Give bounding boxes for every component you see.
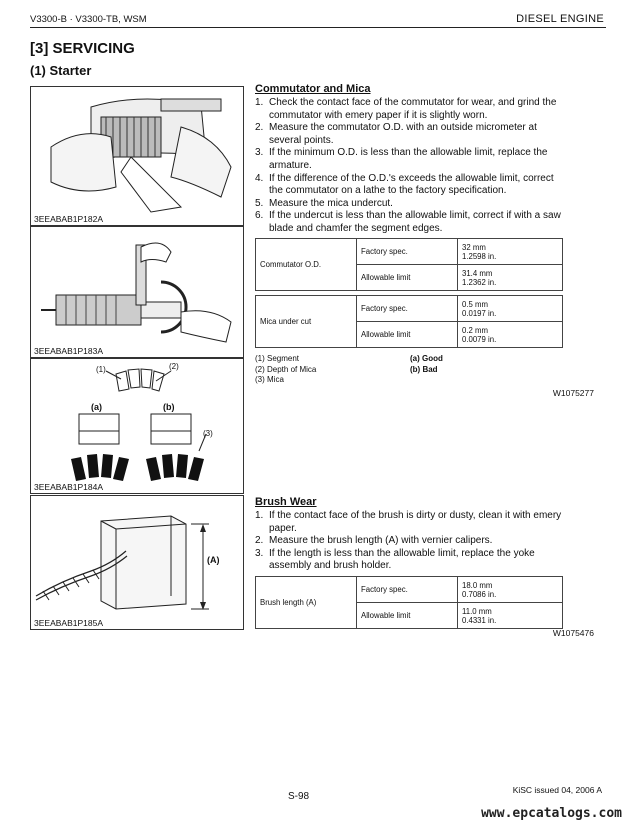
table-value: 0.5 mm 0.0197 in. [458, 296, 563, 322]
table-item: Brush length (A) [256, 577, 357, 629]
list-item: 6. If the undercut is less than the allowable limit, correct if with a saw blade and chamfer the segment edges. [255, 210, 561, 234]
label-mica: (3) [203, 429, 213, 438]
list-item: 2. Measure the brush length (A) with vernier calipers. [255, 535, 493, 547]
figure-brush [30, 495, 244, 630]
micrometer-illustration [31, 227, 243, 357]
figure-mica-undercut [30, 358, 244, 494]
reference-code: W1075277 [552, 388, 594, 398]
list-item: 1. Check the contact face of the commutator for wear, and grind the commutator with emery paper if it is slightly worn. [255, 97, 557, 121]
list-item: 4. If the difference of the O.D.'s exceeds the allowable limit, correct the commutator on a lathe to the factory specification. [255, 172, 554, 197]
table-label: Allowable limit [357, 603, 458, 629]
table-label: Allowable limit [357, 265, 458, 291]
section-name: DIESEL ENGINE [516, 13, 604, 25]
commutator-steps [255, 97, 567, 236]
figure-micrometer [30, 226, 244, 358]
commutator-od-table [255, 238, 563, 291]
table-value: 11.0 mm 0.4331 in. [458, 603, 563, 629]
list-item: 3. If the length is less than the allowable limit, replace the yoke assembly and brush holder. [255, 547, 535, 572]
list-item: 5. Measure the mica undercut. [255, 197, 393, 209]
watermark: www.epcatalogs.com [481, 806, 622, 821]
figure-caption: 3EEABAB1P184A [34, 482, 103, 492]
brush-steps [255, 510, 567, 573]
page-number: S-98 [288, 791, 310, 802]
list-item: 1. If the contact face of the brush is dirty or dusty, clean it with emery paper. [255, 510, 562, 534]
subsection-title: (1) Starter [30, 63, 92, 78]
label-brush-length: (A) [207, 555, 220, 565]
figure-caption: 3EEABAB1P183A [34, 346, 103, 356]
mica-undercut-table [255, 295, 563, 348]
commutator-grinding-illustration [31, 87, 243, 225]
section-title: [3] SERVICING [30, 40, 135, 57]
label-depth: (2) [169, 362, 179, 371]
legend-left: (1) Segment (2) Depth of Mica (3) Mica [255, 354, 317, 384]
reference-code: W1075476 [552, 628, 594, 638]
table-item: Commutator O.D. [256, 239, 357, 291]
label-segment: (1) [96, 365, 106, 374]
brush-length-table [255, 576, 563, 629]
list-item: 2. Measure the commutator O.D. with an outside micrometer at several points. [255, 122, 537, 146]
table-value: 0.2 mm 0.0079 in. [458, 322, 563, 348]
table-value: 32 mm 1.2598 in. [458, 239, 563, 265]
issue-date: KiSC issued 04, 2006 A [512, 785, 602, 795]
list-item: 3. If the minimum O.D. is less than the allowable limit, replace the armature. [255, 147, 548, 171]
table-value: 31.4 mm 1.2362 in. [458, 265, 563, 291]
table-label: Factory spec. [357, 239, 458, 265]
header-rule [30, 27, 606, 28]
commutator-heading: Commutator and Mica [255, 83, 371, 95]
mica-undercut-illustration [31, 359, 243, 493]
table-item: Mica under cut [256, 296, 357, 348]
table-label: Factory spec. [357, 296, 458, 322]
figure-commutator-grinding [30, 86, 244, 226]
table-value: 18.0 mm 0.7086 in. [458, 577, 563, 603]
label-bad: (b) [163, 402, 175, 412]
brush-heading: Brush Wear [255, 496, 317, 508]
figure-caption: 3EEABAB1P185A [34, 618, 103, 628]
table-label: Factory spec. [357, 577, 458, 603]
label-good: (a) [91, 402, 102, 412]
manual-model: V3300-B · V3300-TB, WSM [30, 14, 147, 25]
figure-caption: 3EEABAB1P182A [34, 214, 103, 224]
legend-right: (a) Good (b) Bad [410, 354, 443, 374]
table-label: Allowable limit [357, 322, 458, 348]
